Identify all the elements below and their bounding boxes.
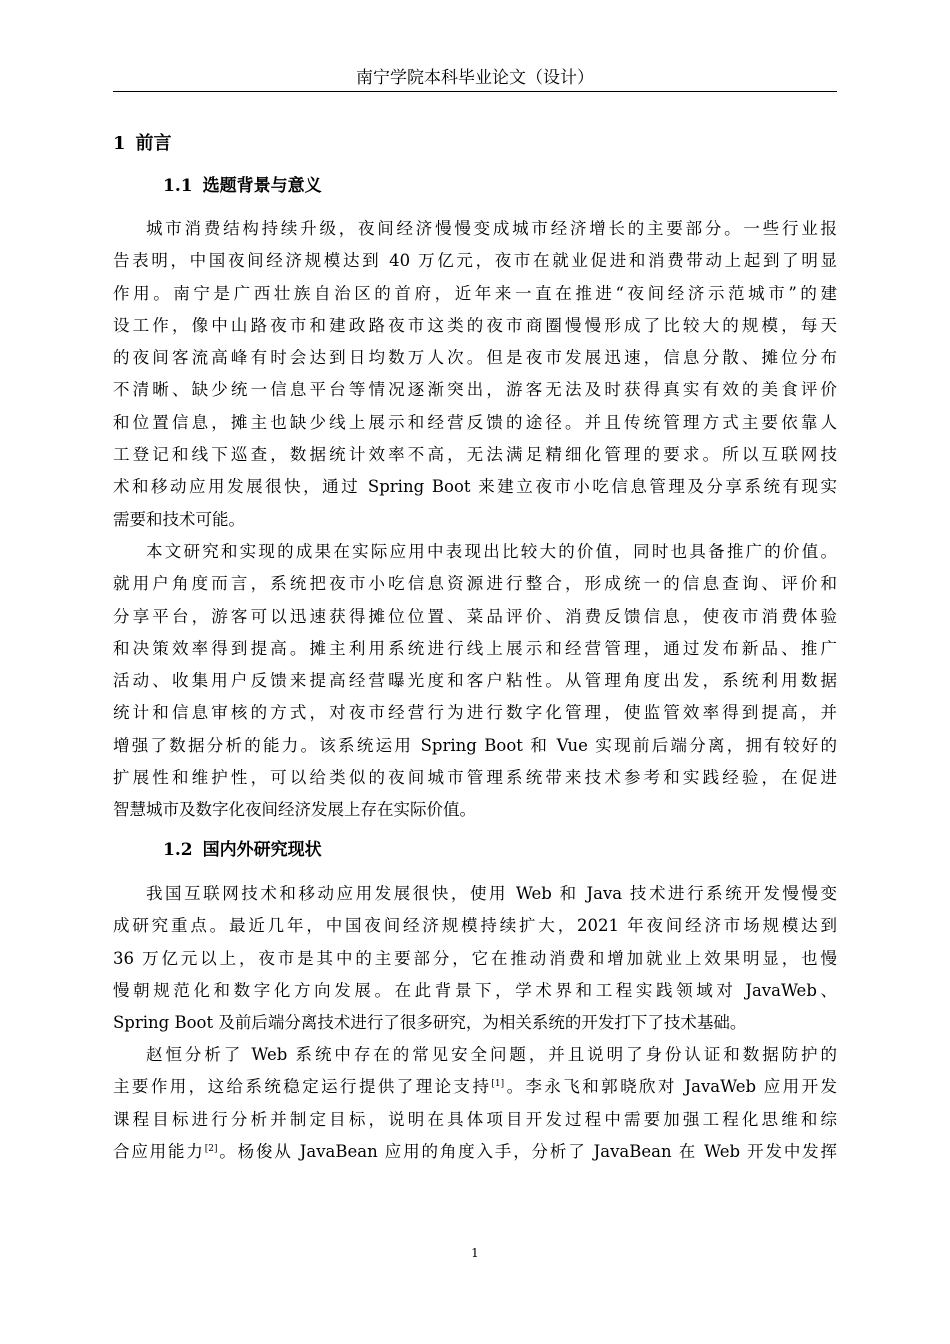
text-line: 设工作，像中山路夜市和建政路夜市这类的夜市商圈慢慢形成了比较大的规模，每天 — [113, 315, 837, 335]
text-line: 课程目标进行分析并制定目标，说明在具体项目开发过程中需要加强工程化思维和综 — [113, 1109, 837, 1129]
citation-ref[interactable]: [2] — [204, 1143, 218, 1154]
text-line: 城市消费结构持续升级，夜间经济慢慢变成城市经济增长的主要部分。一些行业报 — [146, 219, 837, 238]
text-line: 36 万亿元以上，夜市是其中的主要部分，它在推动消费和增加就业上效果明显，也慢 — [113, 948, 837, 968]
text-line: 和位置信息，摊主也缺少线上展示和经营反馈的途径。并且传统管理方式主要依靠人 — [113, 412, 837, 432]
text-line: 和决策效率得到提高。摊主利用系统进行线上展示和经营管理，通过发布新品、推广 — [113, 638, 837, 658]
text-line: 的夜间客流高峰有时会达到日均数万人次。但是夜市发展迅速，信息分散、摊位分布 — [113, 348, 837, 368]
text-line: 慢朝规范化和数字化方向发展。在此背景下，学术界和工程实践领域对 JavaWeb、 — [113, 980, 837, 1000]
text-line: 告表明，中国夜间经济规模达到 40 万亿元，夜市在就业促进和消费带动上起到了明显 — [113, 251, 837, 271]
text-line: 需要和技术可能。 — [113, 509, 245, 529]
text-line: 扩展性和维护性，可以给类似的夜间城市管理系统带来技术参考和实践经验，在促进 — [113, 768, 837, 788]
citation-ref[interactable]: [1] — [491, 1079, 505, 1090]
section-heading-1 — [113, 130, 172, 158]
text-segment: 主要作用，这给系统稳定运行提供了理论支持 — [113, 1077, 492, 1097]
section-number: 1.1 — [163, 176, 193, 196]
text-line — [113, 1071, 837, 1103]
section-title: 选题背景与意义 — [202, 176, 322, 196]
section-number: 1.2 — [163, 840, 193, 860]
text-line — [113, 1136, 837, 1168]
text-segment: 。杨俊从 JavaBean 应用的角度入手，分析了 JavaBean 在 Web 开发中发挥 — [217, 1141, 838, 1161]
paragraph-literature — [113, 1039, 837, 1168]
section-title: 国内外研究现状 — [202, 840, 322, 860]
section-heading-1-1 — [163, 172, 322, 200]
section-heading-1-2 — [163, 836, 322, 864]
text-line: 不清晰、缺少统一信息平台等情况逐渐突出，游客无法及时获得真实有效的美食评价 — [113, 380, 837, 400]
text-line: 增强了数据分析的能力。该系统运用 Spring Boot 和 Vue 实现前后端分离，拥有较好的 — [113, 735, 837, 755]
paragraph-background — [113, 213, 837, 536]
text-line: 分享平台，游客可以迅速获得摊位位置、菜品评价、消费反馈信息，使夜市消费体验 — [113, 606, 837, 626]
text-line: 统计和信息审核的方式，对夜市经营行为进行数字化管理，使监管效率得到提高，并 — [113, 703, 837, 723]
text-line: 活动、收集用户反馈来提高经营曝光度和客户粘性。从管理角度出发，系统利用数据 — [113, 671, 837, 691]
text-segment: 合应用能力 — [113, 1141, 205, 1161]
text-line: 智慧城市及数字化夜间经济发展上存在实际价值。 — [113, 800, 476, 820]
text-line: 工登记和线下巡查，数据统计效率不高，无法满足精细化管理的要求。所以互联网技 — [113, 445, 837, 465]
text-line: 成研究重点。最近几年，中国夜间经济规模持续扩大，2021 年夜间经济市场规模达到 — [113, 916, 837, 936]
section-title: 前言 — [135, 133, 172, 154]
header-rule — [113, 91, 837, 92]
text-line: Spring Boot 及前后端分离技术进行了很多研究，为相关系统的开发打下了技术基础。 — [113, 1013, 747, 1033]
text-line: 作用。南宁是广西壮族自治区的首府，近年来一直在推进“夜间经济示范城市”的建 — [113, 283, 837, 303]
paragraph-research-status — [113, 878, 837, 1039]
text-line: 本文研究和实现的成果在实际应用中表现出比较大的价值，同时也具备推广的价值。 — [146, 542, 837, 561]
text-line: 术和移动应用发展很快，通过 Spring Boot 来建立夜市小吃信息管理及分享系统有现实 — [113, 477, 837, 497]
running-header: 南宁学院本科毕业论文（设计） — [356, 68, 594, 88]
text-line: 就用户角度而言，系统把夜市小吃信息资源进行整合，形成统一的信息查询、评价和 — [113, 574, 837, 594]
paragraph-significance — [113, 536, 837, 827]
text-line: 赵恒分析了 Web 系统中存在的常见安全问题，并且说明了身份认证和数据防护的 — [146, 1045, 837, 1064]
page-number: 1 — [471, 1246, 479, 1260]
text-segment: 。李永飞和郭晓欣对 JavaWeb 应用开发 — [504, 1077, 837, 1097]
section-number: 1 — [113, 133, 126, 154]
text-line: 我国互联网技术和移动应用发展很快，使用 Web 和 Java 技术进行系统开发慢慢变 — [146, 884, 837, 903]
